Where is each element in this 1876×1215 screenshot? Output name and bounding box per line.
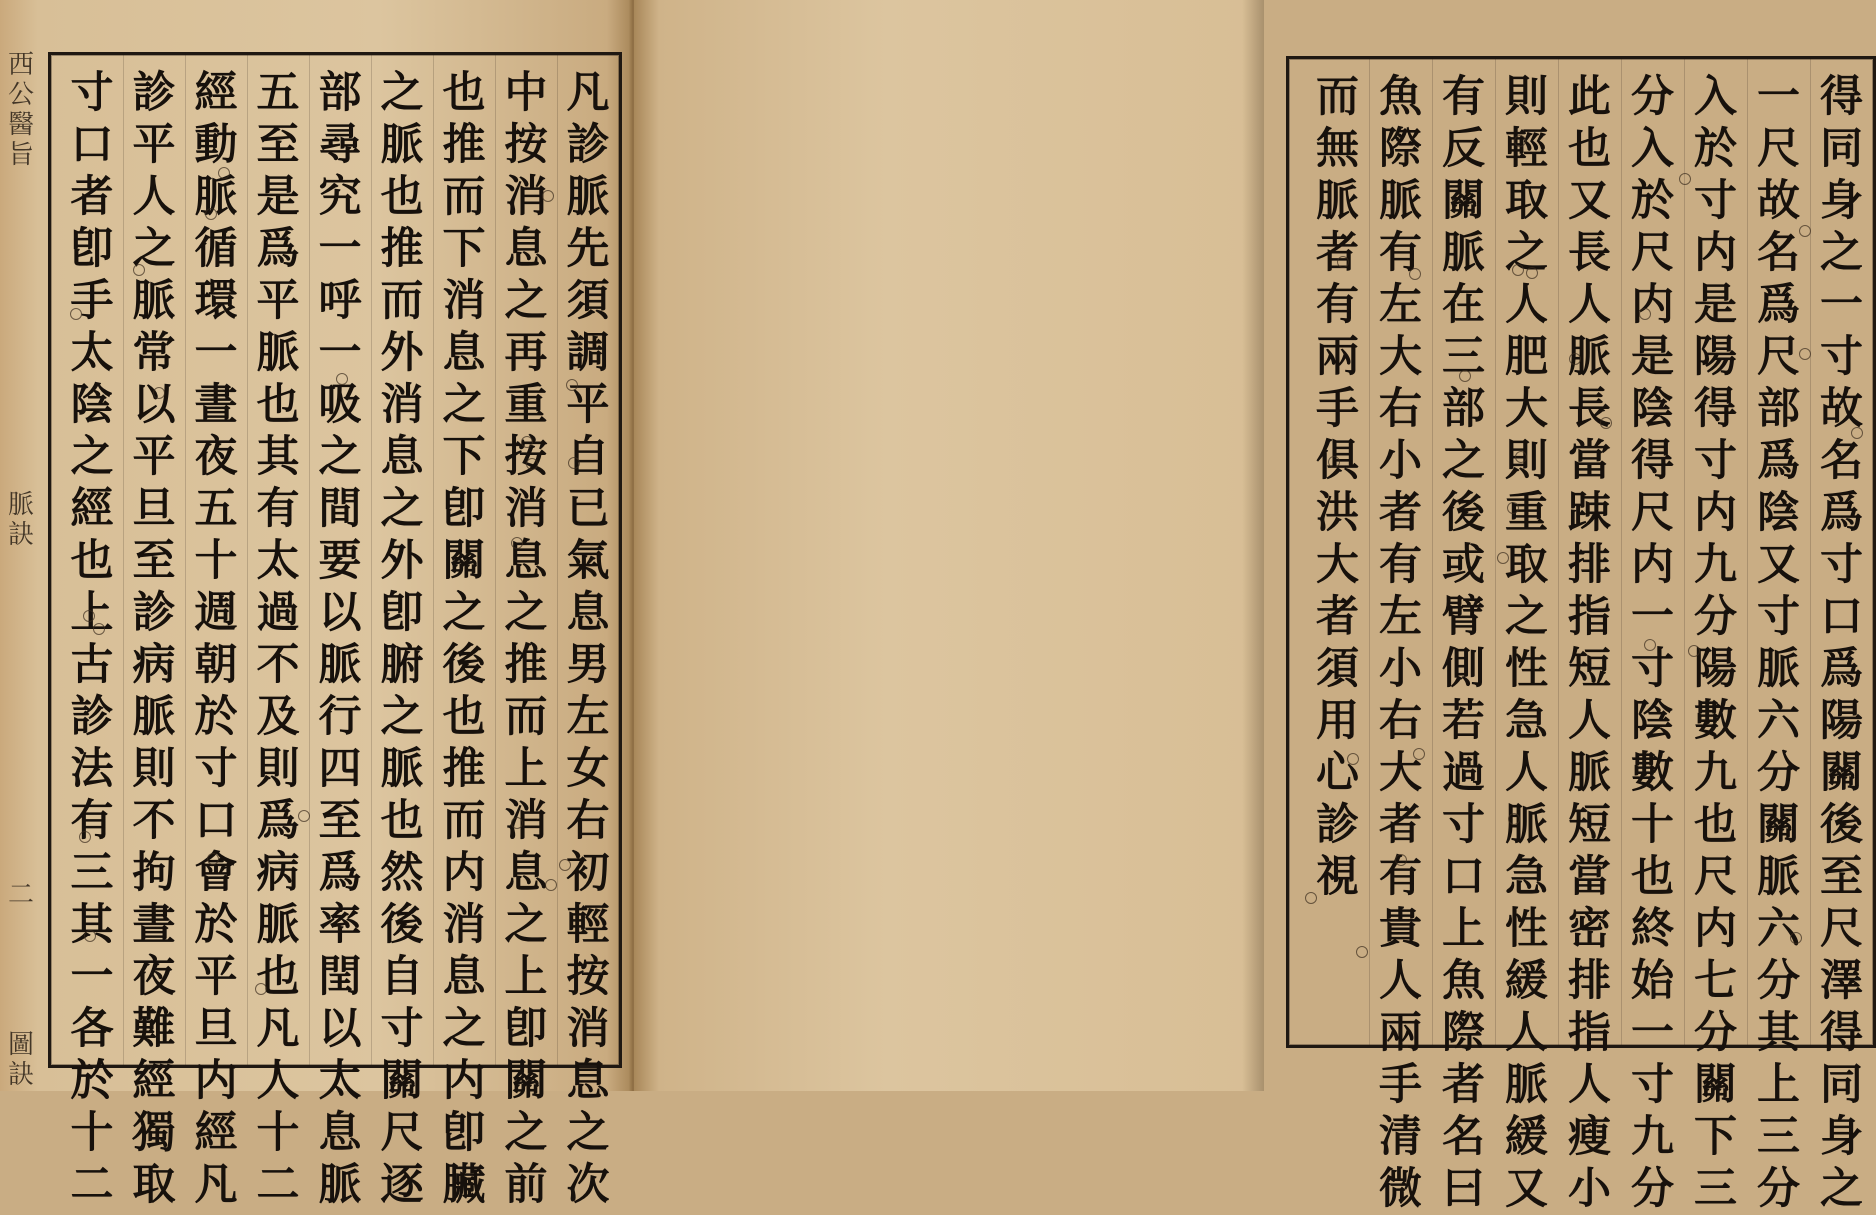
column-rule bbox=[371, 55, 372, 1065]
punctuation-circle bbox=[1409, 268, 1421, 280]
punctuation-circle bbox=[255, 983, 267, 995]
punctuation-circle bbox=[1337, 256, 1349, 268]
right-text-column: 魚 際 脈 有 左 大 右 小 者 有 左 小 右 大 者 有 貴 人 兩 手 清 微 bbox=[1379, 72, 1422, 1214]
page-number: 二 bbox=[7, 880, 34, 910]
right-text-column: 有 反 關 脈 在 三 部 之 後 或 臂 側 若 過 寸 口 上 魚 際 者 名 曰 bbox=[1442, 72, 1485, 1214]
column-rule bbox=[1810, 59, 1811, 1045]
right-text-column: 得 同 身 之 一 寸 故 名 爲 寸 口 爲 陽 關 後 至 尺 澤 得 同 身 之 bbox=[1820, 72, 1863, 1214]
page-edge-shadow bbox=[1242, 0, 1264, 1091]
column-rule bbox=[123, 55, 124, 1065]
punctuation-circle bbox=[542, 190, 554, 202]
punctuation-circle bbox=[526, 458, 538, 470]
punctuation-circle bbox=[1639, 308, 1651, 320]
book-title-vertical: 西 公 醫 旨 bbox=[7, 50, 34, 170]
punctuation-circle bbox=[1497, 552, 1509, 564]
right-text-column: 此 也 又 長 人 脈 長 當 踈 排 指 短 人 脈 短 當 密 排 指 人 瘦 小 bbox=[1568, 72, 1611, 1214]
left-text-column: 之 脈 也 推 而 外 消 息 之 外 卽 腑 之 脈 也 然 後 自 寸 關 尺 逐 bbox=[380, 68, 424, 1210]
column-rule bbox=[1621, 59, 1622, 1045]
punctuation-circle bbox=[1356, 946, 1368, 958]
column-rule bbox=[1432, 59, 1433, 1045]
column-rule bbox=[1558, 59, 1559, 1045]
punctuation-circle bbox=[511, 817, 523, 829]
punctuation-circle bbox=[218, 167, 230, 179]
column-rule bbox=[185, 55, 186, 1065]
punctuation-circle bbox=[1799, 225, 1811, 237]
punctuation-circle bbox=[1851, 427, 1863, 439]
punctuation-circle bbox=[1305, 892, 1317, 904]
column-rule bbox=[309, 55, 310, 1065]
right-text-column: 一 尺 故 名 爲 尺 部 爲 陰 又 寸 脈 六 分 關 脈 六 分 其 上 三 分 bbox=[1757, 72, 1800, 1214]
punctuation-circle bbox=[1526, 267, 1538, 279]
column-rule bbox=[1684, 59, 1685, 1045]
column-rule bbox=[433, 55, 434, 1065]
left-text-column: 診 平 人 之 脈 常 以 平 旦 至 診 病 脈 則 不 拘 晝 夜 難 經 獨 取 bbox=[132, 68, 176, 1210]
punctuation-circle bbox=[133, 264, 145, 276]
punctuation-circle bbox=[84, 930, 96, 942]
left-text-column: 也 推 而 下 消 息 之 下 卽 關 之 後 也 推 而 内 消 息 之 内 卽 臟 bbox=[442, 68, 486, 1210]
punctuation-circle bbox=[93, 623, 105, 635]
punctuation-circle bbox=[545, 879, 557, 891]
punctuation-circle bbox=[1799, 348, 1811, 360]
punctuation-circle bbox=[298, 810, 310, 822]
left-text-frame bbox=[48, 52, 622, 1210]
page-heart bbox=[0, 50, 42, 1090]
section-title-vertical: 脈 訣 bbox=[7, 490, 34, 550]
right-text-frame bbox=[1286, 56, 1876, 1214]
punctuation-circle bbox=[205, 208, 217, 220]
punctuation-circle bbox=[521, 436, 533, 448]
right-text-column: 分 入 於 尺 内 是 陰 得 尺 内 一 寸 陰 數 十 也 終 始 一 寸 九 分 bbox=[1631, 72, 1674, 1214]
right-text-column: 而 無 脈 者 有 兩 手 俱 洪 大 者 須 用 心 診 視 bbox=[1316, 72, 1359, 902]
punctuation-circle bbox=[566, 379, 578, 391]
punctuation-circle bbox=[1328, 456, 1340, 468]
punctuation-circle bbox=[568, 457, 580, 469]
punctuation-circle bbox=[1395, 854, 1407, 866]
punctuation-circle bbox=[1644, 639, 1656, 651]
punctuation-circle bbox=[1688, 645, 1700, 657]
column-rule bbox=[1369, 59, 1370, 1045]
punctuation-circle bbox=[79, 831, 91, 843]
punctuation-circle bbox=[1679, 173, 1691, 185]
left-text-column: 經 動 脈 循 環 一 晝 夜 五 十 週 朝 於 寸 口 會 於 平 旦 内 經 凡 bbox=[194, 68, 238, 1210]
punctuation-circle bbox=[1512, 264, 1524, 276]
subtitle-vertical: 圖 訣 bbox=[7, 1030, 34, 1090]
right-text-column: 入 於 寸 内 是 陽 得 寸 内 九 分 陽 數 九 也 尺 内 七 分 關 下 三 bbox=[1694, 72, 1737, 1214]
punctuation-circle bbox=[1347, 753, 1359, 765]
left-text-column: 寸 口 者 卽 手 太 陰 之 經 也 上 古 診 法 有 三 其 一 各 於 十 二 bbox=[70, 68, 114, 1210]
punctuation-circle bbox=[1507, 502, 1519, 514]
left-text-column: 凡 診 脈 先 須 調 平 自 已 氣 息 男 左 女 右 初 輕 按 消 息 之 次 bbox=[566, 68, 610, 1210]
punctuation-circle bbox=[1459, 370, 1471, 382]
punctuation-circle bbox=[83, 610, 95, 622]
column-rule bbox=[1747, 59, 1748, 1045]
punctuation-circle bbox=[1790, 932, 1802, 944]
punctuation-circle bbox=[511, 537, 523, 549]
column-rule bbox=[247, 55, 248, 1065]
column-rule bbox=[495, 55, 496, 1065]
column-rule bbox=[557, 55, 558, 1065]
left-text-column: 五 至 是 爲 平 脈 也 其 有 太 過 不 及 則 爲 病 脈 也 凡 人 十 二 bbox=[256, 68, 300, 1210]
punctuation-circle bbox=[1514, 135, 1526, 147]
punctuation-circle bbox=[1413, 748, 1425, 760]
punctuation-circle bbox=[559, 859, 571, 871]
left-text-column: 部 尋 究 一 呼 一 吸 之 間 要 以 脈 行 四 至 爲 率 閏 以 太 息 脈 bbox=[318, 68, 362, 1210]
column-rule bbox=[1495, 59, 1496, 1045]
punctuation-circle bbox=[207, 853, 219, 865]
punctuation-circle bbox=[70, 308, 82, 320]
left-text-column: 中 按 消 息 之 再 重 按 消 息 之 推 而 上 消 息 之 上 卽 關 之 前 bbox=[504, 68, 548, 1210]
punctuation-circle bbox=[1600, 417, 1612, 429]
right-text-column: 則 輕 取 之 人 肥 大 則 重 取 之 性 急 人 脈 急 性 緩 人 脈 緩 又 bbox=[1505, 72, 1548, 1214]
punctuation-circle bbox=[1569, 353, 1581, 365]
punctuation-circle bbox=[1508, 813, 1520, 825]
left-page bbox=[0, 0, 632, 1210]
right-page bbox=[634, 0, 1863, 1214]
punctuation-circle bbox=[153, 387, 165, 399]
punctuation-circle bbox=[1515, 451, 1527, 463]
punctuation-circle bbox=[336, 373, 348, 385]
